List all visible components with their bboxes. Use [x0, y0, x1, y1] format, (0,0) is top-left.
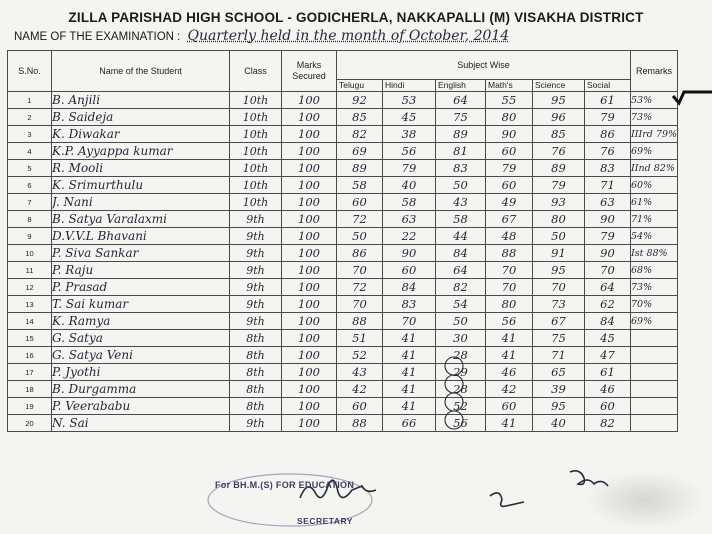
max-marks: 100 [282, 279, 337, 296]
subject-mark: 90 [383, 245, 436, 262]
subject-mark: 95 [533, 262, 585, 279]
subject-mark: 79 [585, 109, 631, 126]
col-subject: Science [533, 80, 585, 92]
subject-mark: 70 [486, 279, 533, 296]
student-name: B. Anjili [52, 92, 230, 109]
student-name: P. Siva Sankar [52, 245, 230, 262]
subject-mark: 41 [486, 415, 533, 432]
class-value: 8th [230, 398, 282, 415]
col-class: Class [230, 51, 282, 92]
student-name: T. Sai kumar [52, 296, 230, 313]
student-name: P. Jyothi [52, 364, 230, 381]
serial-number: 10 [8, 245, 52, 262]
max-marks: 100 [282, 228, 337, 245]
exam-value: Quarterly held in the month of October, 2014 [187, 28, 510, 44]
subject-mark: 41 [383, 347, 436, 364]
subject-mark: 70 [383, 313, 436, 330]
subject-mark: 60 [486, 177, 533, 194]
subject-mark: 60 [337, 398, 383, 415]
subject-mark: 93 [533, 194, 585, 211]
student-name: N. Sai [52, 415, 230, 432]
max-marks: 100 [282, 296, 337, 313]
subject-mark: 80 [486, 296, 533, 313]
student-name: K.P. Ayyappa kumar [52, 143, 230, 160]
max-marks: 100 [282, 194, 337, 211]
subject-mark: 28 [436, 347, 486, 364]
serial-number: 16 [8, 347, 52, 364]
subject-mark: 89 [337, 160, 383, 177]
class-value: 10th [230, 92, 282, 109]
student-name: P. Raju [52, 262, 230, 279]
subject-mark: 82 [585, 415, 631, 432]
class-value: 10th [230, 160, 282, 177]
class-value: 9th [230, 415, 282, 432]
class-value: 9th [230, 279, 282, 296]
col-name: Name of the Student [52, 51, 230, 92]
subject-mark: 90 [585, 245, 631, 262]
subject-mark: 86 [337, 245, 383, 262]
subject-mark: 63 [383, 211, 436, 228]
subject-mark: 45 [383, 109, 436, 126]
max-marks: 100 [282, 262, 337, 279]
subject-mark: 50 [436, 177, 486, 194]
school-title: ZILLA PARISHAD HIGH SCHOOL - GODICHERLA, NAKKAPALLI (M) VISAKHA DISTRICT [68, 10, 644, 25]
class-value: 9th [230, 228, 282, 245]
remark-value: 54% [631, 228, 678, 245]
col-subject-wise: Subject Wise [337, 51, 631, 80]
subject-mark: 67 [486, 211, 533, 228]
check-mark-icon [673, 92, 712, 103]
subject-mark: 41 [383, 364, 436, 381]
stamp-text-bottom: SECRETARY [297, 516, 353, 526]
remark-value: 73% [631, 279, 678, 296]
class-value: 10th [230, 126, 282, 143]
subject-mark: 56 [486, 313, 533, 330]
subject-mark: 80 [486, 109, 533, 126]
serial-number: 12 [8, 279, 52, 296]
subject-mark: 54 [436, 296, 486, 313]
max-marks: 100 [282, 211, 337, 228]
class-value: 9th [230, 262, 282, 279]
stamp-text-top: For BH.M.(S) FOR EDUCATION [215, 480, 355, 490]
remark-value: Ist 88% [631, 245, 678, 262]
signature-middle-icon [490, 493, 524, 507]
subject-mark: 85 [337, 109, 383, 126]
class-value: 8th [230, 381, 282, 398]
subject-mark: 41 [383, 330, 436, 347]
max-marks: 100 [282, 347, 337, 364]
subject-mark: 91 [533, 245, 585, 262]
subject-mark: 88 [337, 313, 383, 330]
serial-number: 19 [8, 398, 52, 415]
subject-mark: 82 [337, 126, 383, 143]
remark-value: IIIrd 79% [631, 126, 678, 143]
subject-mark: 58 [337, 177, 383, 194]
serial-number: 13 [8, 296, 52, 313]
subject-mark: 82 [436, 279, 486, 296]
subject-mark: 49 [486, 194, 533, 211]
subject-mark: 88 [337, 415, 383, 432]
remark-value: 71% [631, 211, 678, 228]
max-marks: 100 [282, 109, 337, 126]
max-marks: 100 [282, 381, 337, 398]
subject-mark: 84 [383, 279, 436, 296]
subject-mark: 48 [486, 228, 533, 245]
subject-mark: 62 [585, 296, 631, 313]
serial-number: 4 [8, 143, 52, 160]
subject-mark: 51 [337, 330, 383, 347]
subject-mark: 90 [585, 211, 631, 228]
serial-number: 2 [8, 109, 52, 126]
ink-smudge [585, 470, 705, 530]
subject-mark: 67 [533, 313, 585, 330]
student-name: K. Diwakar [52, 126, 230, 143]
subject-mark: 84 [585, 313, 631, 330]
subject-mark: 92 [337, 92, 383, 109]
remark-value: 53% [631, 92, 678, 109]
subject-mark: 73 [533, 296, 585, 313]
subject-mark: 79 [585, 228, 631, 245]
class-value: 9th [230, 211, 282, 228]
subject-mark: 64 [436, 92, 486, 109]
subject-mark: 40 [533, 415, 585, 432]
subject-mark: 60 [337, 194, 383, 211]
subject-mark: 72 [337, 279, 383, 296]
col-marks-secured: Marks Secured [282, 51, 337, 92]
subject-mark: 42 [337, 381, 383, 398]
serial-number: 1 [8, 92, 52, 109]
subject-mark: 76 [533, 143, 585, 160]
class-value: 10th [230, 109, 282, 126]
student-name: B. Satya Varalaxmi [52, 211, 230, 228]
class-value: 9th [230, 313, 282, 330]
subject-mark: 79 [383, 160, 436, 177]
class-value: 8th [230, 330, 282, 347]
subject-mark: 96 [533, 109, 585, 126]
col-subject: English [436, 80, 486, 92]
subject-mark: 95 [533, 398, 585, 415]
remark-value: 60% [631, 177, 678, 194]
subject-mark: 46 [486, 364, 533, 381]
max-marks: 100 [282, 245, 337, 262]
student-name: B. Saideja [52, 109, 230, 126]
subject-mark: 86 [585, 126, 631, 143]
subject-mark: 50 [436, 313, 486, 330]
serial-number: 11 [8, 262, 52, 279]
subject-mark: 70 [337, 262, 383, 279]
max-marks: 100 [282, 398, 337, 415]
subject-mark: 76 [585, 143, 631, 160]
subject-mark: 79 [533, 177, 585, 194]
subject-mark: 70 [486, 262, 533, 279]
subject-mark: 60 [486, 143, 533, 160]
subject-mark: 75 [533, 330, 585, 347]
subject-mark: 71 [533, 347, 585, 364]
subject-mark: 63 [585, 194, 631, 211]
subject-mark: 60 [585, 398, 631, 415]
student-name: J. Nani [52, 194, 230, 211]
serial-number: 20 [8, 415, 52, 432]
serial-number: 6 [8, 177, 52, 194]
subject-mark: 53 [383, 92, 436, 109]
student-name: G. Satya Veni [52, 347, 230, 364]
remark-value: 68% [631, 262, 678, 279]
subject-mark: 56 [383, 143, 436, 160]
subject-mark: 60 [383, 262, 436, 279]
max-marks: 100 [282, 313, 337, 330]
subject-mark: 38 [383, 126, 436, 143]
max-marks: 100 [282, 92, 337, 109]
subject-mark: 88 [486, 245, 533, 262]
serial-number: 7 [8, 194, 52, 211]
subject-mark: 89 [436, 126, 486, 143]
subject-mark: 46 [585, 381, 631, 398]
subject-mark: 70 [585, 262, 631, 279]
max-marks: 100 [282, 330, 337, 347]
subject-mark: 58 [383, 194, 436, 211]
subject-mark: 41 [383, 381, 436, 398]
class-value: 10th [230, 194, 282, 211]
class-value: 8th [230, 347, 282, 364]
serial-number: 15 [8, 330, 52, 347]
student-name: G. Satya [52, 330, 230, 347]
subject-mark: 66 [383, 415, 436, 432]
subject-mark: 58 [436, 211, 486, 228]
subject-mark: 71 [585, 177, 631, 194]
max-marks: 100 [282, 160, 337, 177]
subject-mark: 81 [436, 143, 486, 160]
max-marks: 100 [282, 177, 337, 194]
serial-number: 17 [8, 364, 52, 381]
subject-mark: 52 [337, 347, 383, 364]
subject-mark: 41 [383, 398, 436, 415]
subject-mark: 40 [383, 177, 436, 194]
serial-number: 8 [8, 211, 52, 228]
student-name: P. Veerababu [52, 398, 230, 415]
subject-mark: 83 [585, 160, 631, 177]
subject-mark: 70 [533, 279, 585, 296]
student-name: B. Durgamma [52, 381, 230, 398]
subject-mark: 42 [486, 381, 533, 398]
subject-mark: 75 [436, 109, 486, 126]
subject-mark: 83 [436, 160, 486, 177]
subject-mark: 90 [486, 126, 533, 143]
col-subject: Math's [486, 80, 533, 92]
subject-mark: 41 [486, 347, 533, 364]
col-sno: S.No. [8, 51, 52, 92]
subject-mark: 45 [585, 330, 631, 347]
class-value: 9th [230, 296, 282, 313]
subject-mark: 52 [436, 398, 486, 415]
subject-mark: 84 [436, 245, 486, 262]
subject-mark: 50 [337, 228, 383, 245]
col-subject: Hindi [383, 80, 436, 92]
subject-mark: 89 [533, 160, 585, 177]
remark-value: 61% [631, 194, 678, 211]
subject-mark: 69 [337, 143, 383, 160]
student-name: P. Prasad [52, 279, 230, 296]
subject-mark: 50 [533, 228, 585, 245]
exam-label: NAME OF THE EXAMINATION : [14, 31, 181, 43]
subject-mark: 61 [585, 92, 631, 109]
student-name: K. Ramya [52, 313, 230, 330]
subject-mark: 39 [533, 381, 585, 398]
subject-mark: 65 [533, 364, 585, 381]
serial-number: 14 [8, 313, 52, 330]
office-stamp [205, 472, 375, 530]
remark-value: 73% [631, 109, 678, 126]
subject-mark: 55 [486, 92, 533, 109]
subject-mark: 60 [486, 398, 533, 415]
serial-number: 9 [8, 228, 52, 245]
subject-mark: 80 [533, 211, 585, 228]
subject-mark: 47 [585, 347, 631, 364]
subject-mark: 22 [383, 228, 436, 245]
max-marks: 100 [282, 126, 337, 143]
student-name: R. Mooli [52, 160, 230, 177]
subject-mark: 30 [436, 330, 486, 347]
subject-mark: 79 [486, 160, 533, 177]
subject-mark: 95 [533, 92, 585, 109]
col-subject: Social [585, 80, 631, 92]
subject-mark: 43 [337, 364, 383, 381]
subject-mark: 61 [585, 364, 631, 381]
subject-mark: 29 [436, 364, 486, 381]
subject-mark: 28 [436, 381, 486, 398]
class-value: 10th [230, 143, 282, 160]
max-marks: 100 [282, 364, 337, 381]
serial-number: 5 [8, 160, 52, 177]
max-marks: 100 [282, 143, 337, 160]
remark-value: 69% [631, 143, 678, 160]
subject-mark: 41 [486, 330, 533, 347]
serial-number: 18 [8, 381, 52, 398]
subject-mark: 64 [436, 262, 486, 279]
subject-mark: 64 [585, 279, 631, 296]
subject-mark: 56 [436, 415, 486, 432]
remark-value: 70% [631, 296, 678, 313]
remark-value: 69% [631, 313, 678, 330]
student-name: D.V.V.L Bhavani [52, 228, 230, 245]
student-name: K. Srimurthulu [52, 177, 230, 194]
class-value: 8th [230, 364, 282, 381]
subject-mark: 70 [337, 296, 383, 313]
subject-mark: 72 [337, 211, 383, 228]
class-value: 9th [230, 245, 282, 262]
class-value: 10th [230, 177, 282, 194]
serial-number: 3 [8, 126, 52, 143]
remark-value: IInd 82% [631, 160, 678, 177]
subject-mark: 83 [383, 296, 436, 313]
subject-mark: 44 [436, 228, 486, 245]
col-subject: Telugu [337, 80, 383, 92]
subject-mark: 85 [533, 126, 585, 143]
col-remarks: Remarks [631, 51, 678, 92]
subject-mark: 43 [436, 194, 486, 211]
max-marks: 100 [282, 415, 337, 432]
